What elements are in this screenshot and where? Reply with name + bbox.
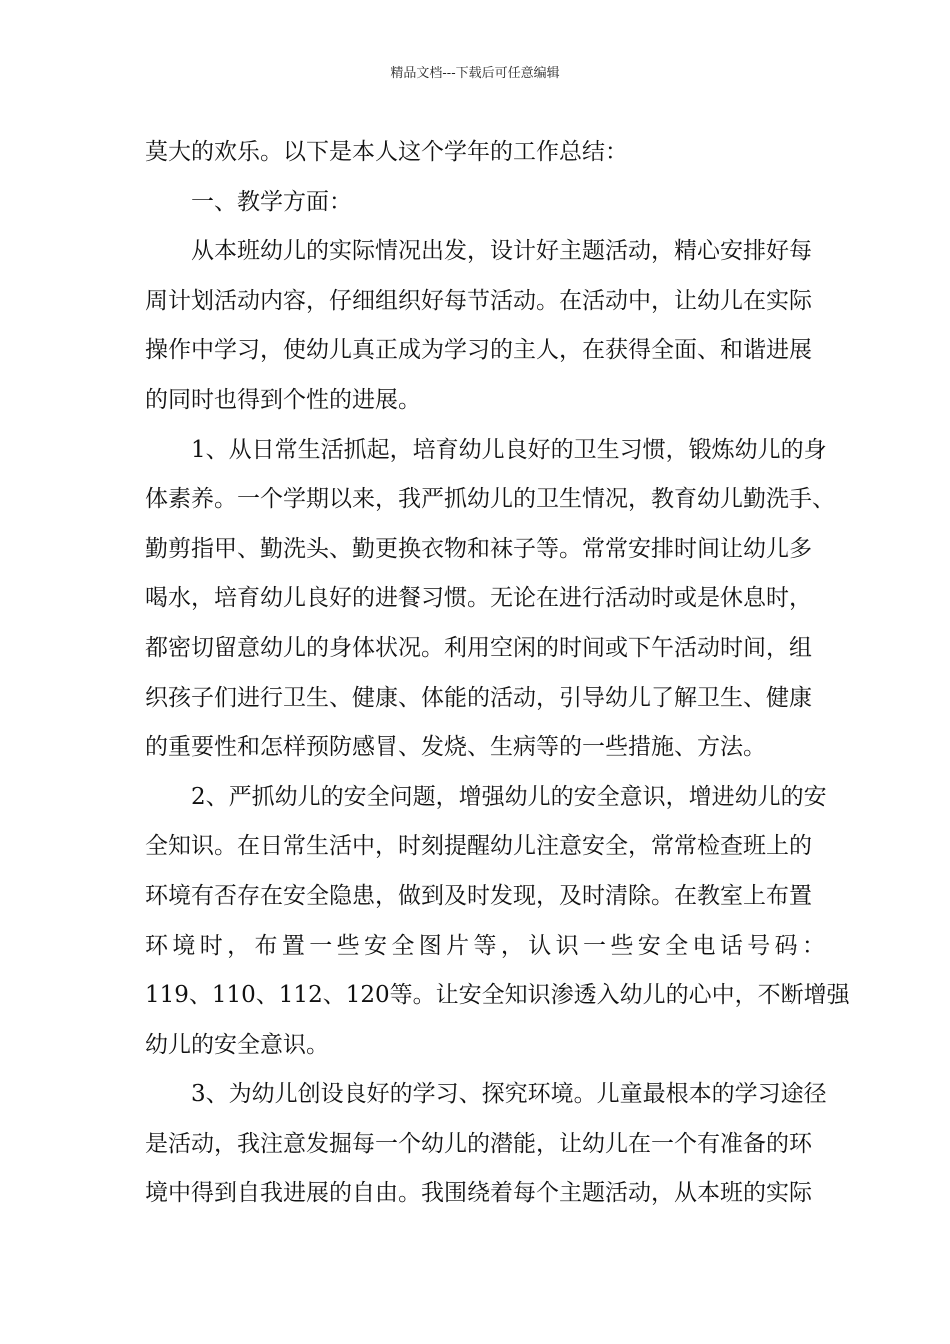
text-line: 119、110、112、120等。让安全知识渗透入幼儿的心中，不断增强 <box>145 982 850 1009</box>
text-line: 莫大的欢乐。以下是本人这个学年的工作总结： <box>145 139 628 165</box>
text-line: 境中得到自我进展的自由。我围绕着每个主题活动，从本班的实际 <box>145 1180 812 1207</box>
document-body <box>145 128 850 1219</box>
text-line: 操作中学习，使幼儿真正成为学习的主人，在获得全面、和谐进展 <box>145 337 812 364</box>
text-line: 周计划活动内容，仔细组织好每节活动。在活动中，让幼儿在实际 <box>145 287 812 314</box>
text-line: 勤剪指甲、勤洗头、勤更换衣物和袜子等。常常安排时间让幼儿多 <box>145 535 812 562</box>
text-line: 环境有否存在安全隐患，做到及时发现，及时清除。在教室上布置 <box>145 882 812 909</box>
page-header: 精品文档---下载后可任意编辑 <box>390 66 560 81</box>
text-line: 环境时，布置一些安全图片等，认识一些安全电话号码： <box>145 932 825 959</box>
text-line: 从本班幼儿的实际情况出发，设计好主题活动，精心安排好每 <box>191 238 812 265</box>
text-line: 是活动，我注意发掘每一个幼儿的潜能，让幼儿在一个有准备的环 <box>145 1130 812 1157</box>
text-line: 3、为幼儿创设良好的学习、探究环境。儿童最根本的学习途径 <box>191 1081 827 1108</box>
text-line: 喝水，培育幼儿良好的进餐习惯。无论在进行活动时或是休息时， <box>145 585 812 612</box>
text-line: 体素养。一个学期以来，我严抓幼儿的卫生情况，教育幼儿勤洗手、 <box>145 486 835 513</box>
text-line: 1、从日常生活抓起，培育幼儿良好的卫生习惯，锻炼幼儿的身 <box>191 436 827 463</box>
text-line: 全知识。在日常生活中，时刻提醒幼儿注意安全，常常检查班上的 <box>145 833 812 860</box>
text-line: 幼儿的安全意识。 <box>145 1031 329 1058</box>
text-line: 都密切留意幼儿的身体状况。利用空闲的时间或下午活动时间，组 <box>145 634 812 661</box>
text-line: 2、严抓幼儿的安全问题，增强幼儿的安全意识，增进幼儿的安 <box>191 783 827 810</box>
text-line: 的重要性和怎样预防感冒、发烧、生病等的一些措施、方法。 <box>145 734 766 761</box>
text-line: 的同时也得到个性的进展。 <box>145 386 421 413</box>
text-line: 织孩子们进行卫生、健康、体能的活动，引导幼儿了解卫生、健康 <box>145 684 812 711</box>
section-heading: 一、教学方面： <box>191 188 352 215</box>
